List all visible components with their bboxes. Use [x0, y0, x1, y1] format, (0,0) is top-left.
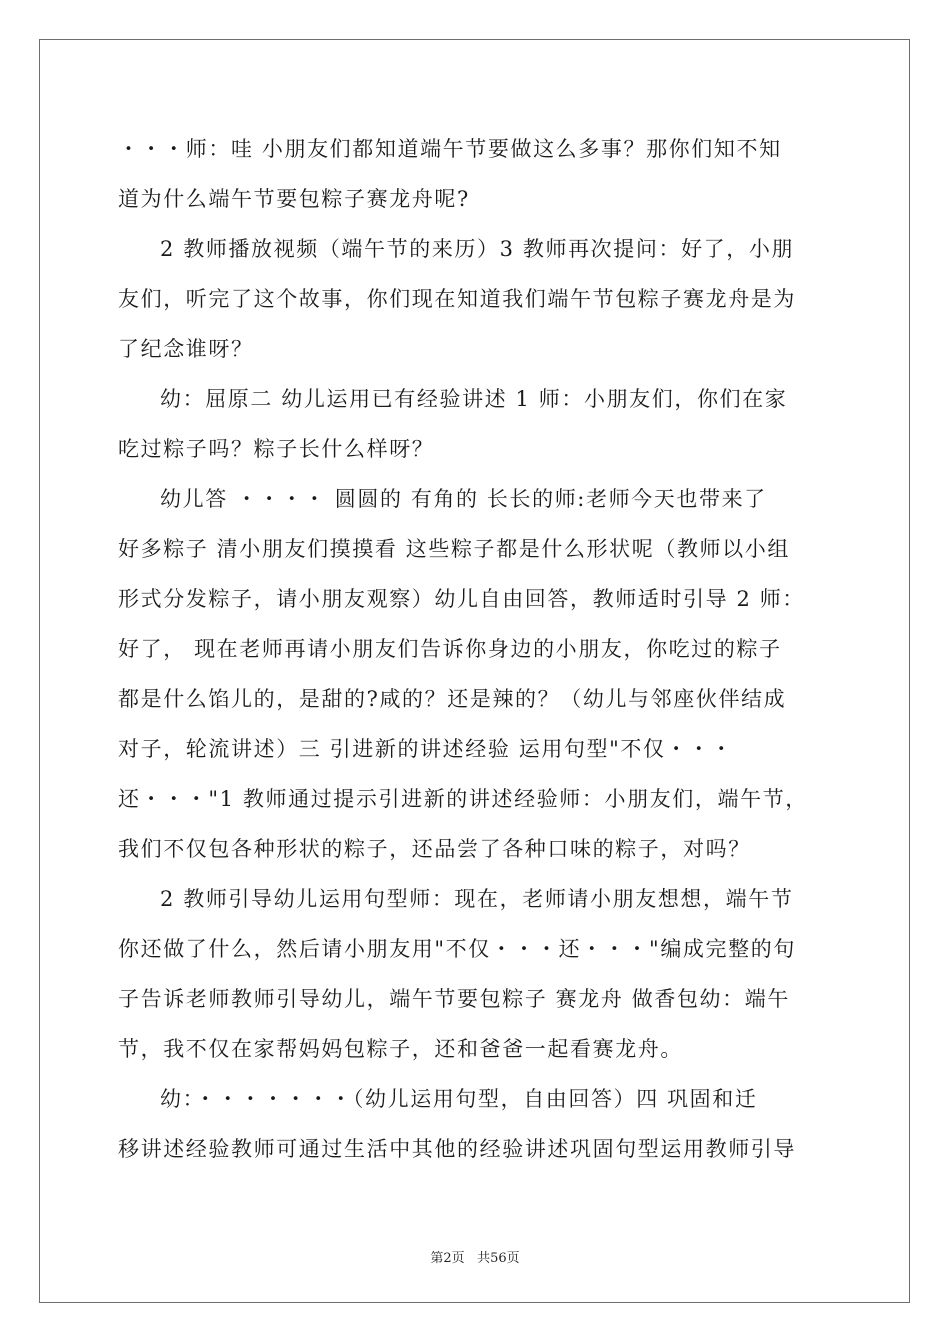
text-line: 我们不仅包各种形状的粽子，还品尝了各种口味的粽子，对吗？ [118, 837, 751, 861]
text-line: 子告诉老师教师引导幼儿，端午节要包粽子 赛龙舟 做香包幼：端午 [118, 987, 790, 1011]
text-line: 了纪念谁呀？ [118, 337, 254, 361]
text-line: 道为什么端午节要包粽子赛龙舟呢? [118, 187, 470, 211]
text-line: 吃过粽子吗？粽子长什么样呀？ [118, 437, 435, 461]
text-line: 2 教师播放视频（端午节的来历）3 教师再次提问：好了，小朋 [160, 237, 795, 261]
text-line: 幼：屈原二 幼儿运用已有经验讲述 1 师：小朋友们，你们在家 [160, 387, 788, 411]
document-body [118, 124, 838, 1174]
text-line: 好了， 现在老师再请小朋友们告诉你身边的小朋友，你吃过的粽子 [118, 637, 782, 661]
text-line: 形式分发粽子，请小朋友观察）幼儿自由回答，教师适时引导 2 师： [118, 587, 805, 611]
text-line: ・・・师：哇 小朋友们都知道端午节要做这么多事？那你们知不知 [118, 137, 782, 161]
text-line: 好多粽子 清小朋友们摸摸看 这些粽子都是什么形状呢（教师以小组 [118, 537, 790, 561]
page-footer [0, 1247, 950, 1266]
text-line: 幼：・・・・・・・（幼儿运用句型，自由回答）四 巩固和迁 [160, 1087, 758, 1111]
text-line: 移讲述经验教师可通过生活中其他的经验讲述巩固句型运用教师引导 [118, 1137, 796, 1161]
text-line: 2 教师引导幼儿运用句型师：现在，老师请小朋友想想，端午节 [160, 887, 794, 911]
text-line: 你还做了什么，然后请小朋友用"不仅・・・还・・・"编成完整的句 [118, 937, 796, 961]
text-line: 对子，轮流讲述）三 引进新的讲述经验 运用句型"不仅・・・ [118, 737, 734, 761]
page-number: 第2页 [430, 1251, 465, 1266]
text-line: 友们，听完了这个故事，你们现在知道我们端午节包粽子赛龙舟是为 [118, 287, 796, 311]
text-line: 节，我不仅在家帮妈妈包粽子，还和爸爸一起看赛龙舟。 [118, 1037, 683, 1061]
text-line: 还・・・"1 教师通过提示引进新的讲述经验师：小朋友们，端午节， [118, 787, 808, 811]
text-line: 幼儿答 ・・・・ 圆圆的 有角的 长长的师:老师今天也带来了 [160, 487, 767, 511]
page-total: 共56页 [477, 1251, 520, 1266]
text-line: 都是什么馅儿的，是甜的?咸的？还是辣的？（幼儿与邻座伙伴结成 [118, 687, 787, 711]
